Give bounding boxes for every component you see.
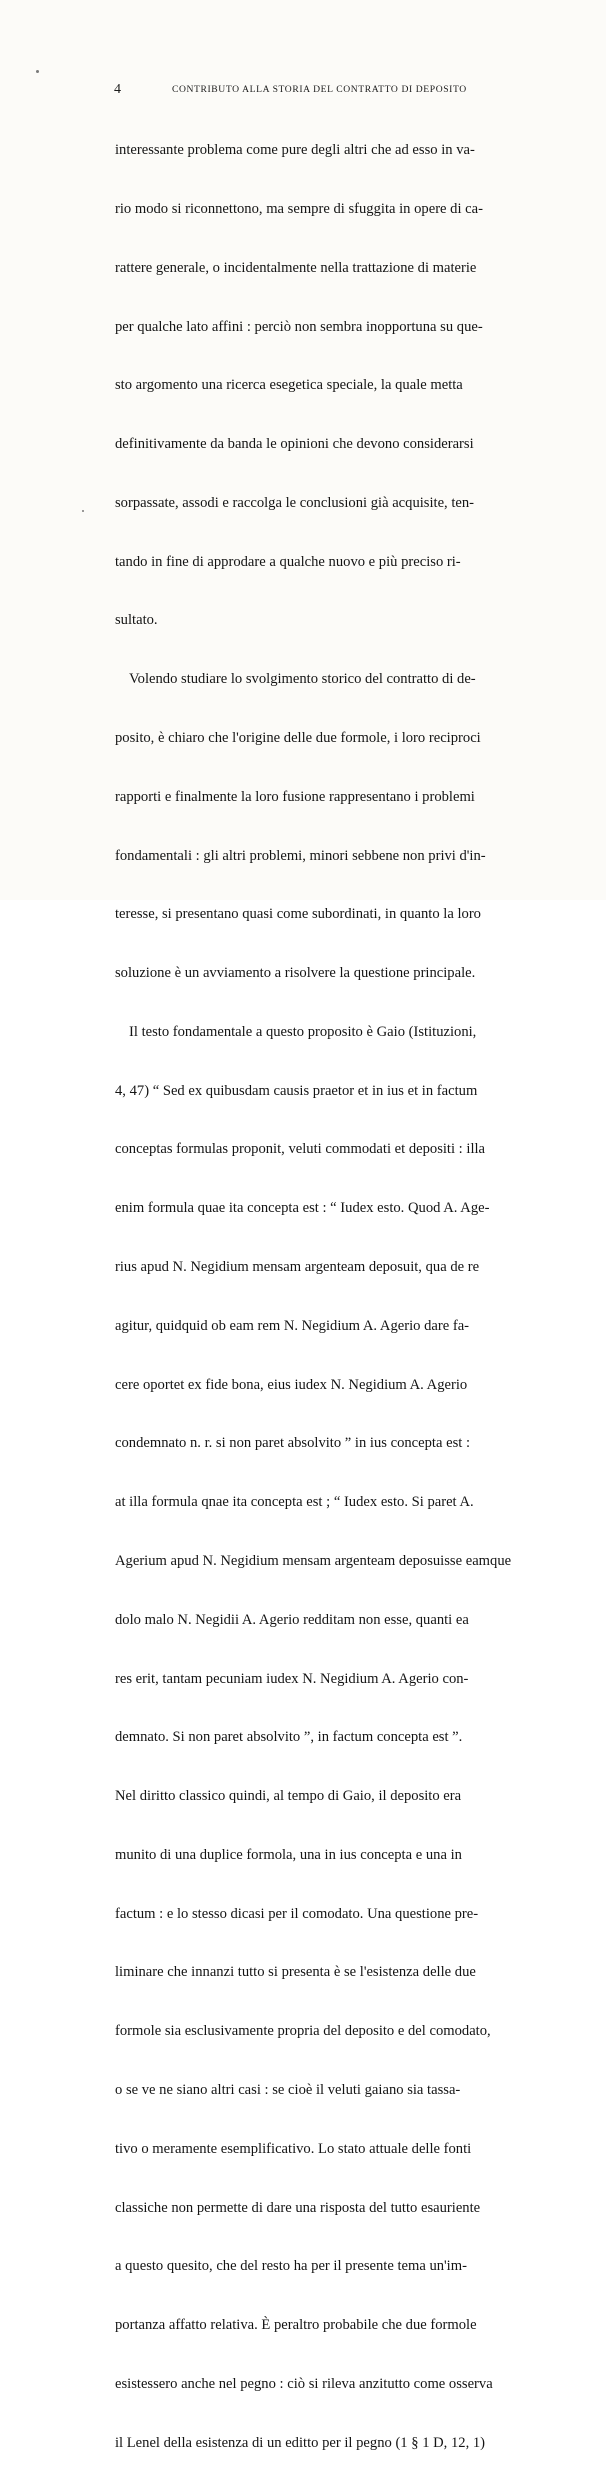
scan-speck <box>36 70 39 73</box>
text-line: soluzione è un avviamento a risolvere la questione principale. <box>115 965 476 982</box>
text-line: rattere generale, o incidentalmente nella trattazione di materie <box>115 259 477 276</box>
text-line: agitur, quidquid ob eam rem N. Negidium A. Agerio dare fa- <box>115 1317 470 1334</box>
page-number: 4 <box>114 82 121 97</box>
text-line: esistessero anche nel pegno : ciò si rileva anzitutto come osserva <box>115 2375 493 2392</box>
text-line: factum : e lo stesso dicasi per il comodato. Una questione pre- <box>115 1905 479 1922</box>
text-line: munito di una duplice formola, una in ius concepta e una in <box>115 1846 462 1863</box>
text-line: enim formula quae ita concepta est : “ Iudex esto. Quod A. Age- <box>115 1200 490 1217</box>
text-line: definitivamente da banda le opinioni che devono considerarsi <box>115 436 474 453</box>
text-line: tando in fine di approdare a qualche nuovo e più preciso ri- <box>115 553 461 570</box>
text-line: a questo quesito, che del resto ha per il presente tema un'im- <box>115 2258 467 2275</box>
text-line: interessante problema come pure degli altri che ad esso in va- <box>115 142 475 159</box>
text-line: sorpassate, assodi e raccolga le conclusioni già acquisite, ten- <box>115 494 475 511</box>
text-line: at illa formula qnae ita concepta est ; “ Iudex esto. Si paret A. <box>115 1494 474 1511</box>
text-line: teresse, si presentano quasi come subordinati, in quanto la loro <box>115 906 481 923</box>
text-line: formole sia esclusivamente propria del deposito e del comodato, <box>115 2023 491 2040</box>
text-line: Agerium apud N. Negidium mensam argenteam deposuisse eamque <box>115 1552 512 1569</box>
running-head <box>108 82 516 100</box>
text-line: classiche non permette di dare una risposta del tutto esauriente <box>115 2199 481 2216</box>
paragraph-start-line: Volendo studiare lo svolgimento storico del contratto di de- <box>129 671 476 688</box>
text-line: posito, è chiaro che l'origine delle due formole, i loro reciproci <box>115 730 481 746</box>
text-line: sultato. <box>115 612 158 629</box>
text-line: conceptas formulas proponit, veluti commodati et depositi : illa <box>115 1141 486 1158</box>
text-line: sto argomento una ricerca esegetica speciale, la quale metta <box>115 377 463 394</box>
paragraph-start-line: Il testo fondamentale a questo proposito è Gaio (Istituzioni, <box>129 1023 477 1040</box>
text-line: liminare che innanzi tutto si presenta è se l'esistenza delle due <box>115 1964 476 1981</box>
text-line: condemnato n. r. si non paret absolvito ” in ius concepta est : <box>115 1435 471 1452</box>
text-line: tivo o meramente esemplificativo. Lo stato attuale delle fonti <box>115 2140 472 2157</box>
scan-speck <box>82 510 84 512</box>
body-text <box>115 102 532 2492</box>
text-line: cere oportet ex fide bona, eius iudex N. Negidium A. Agerio <box>115 1376 468 1393</box>
text-line: portanza affatto relativa. È peraltro probabile che due formole <box>115 2317 477 2334</box>
text-line: 4, 47) “ Sed ex quibusdam causis praetor et in ius et in factum <box>115 1082 478 1099</box>
text-line: il Lenel della esistenza di un editto per il pegno (1 § 1 D, 12, 1) <box>115 2434 486 2451</box>
text-line: dolo malo N. Negidii A. Agerio redditam non esse, quanti ea <box>115 1611 469 1628</box>
text-line: rius apud N. Negidium mensam argenteam deposuit, qua de re <box>115 1259 480 1276</box>
text-line: res erit, tantam pecuniam iudex N. Negidium A. Agerio con- <box>115 1670 469 1687</box>
text-line: demnato. Si non paret absolvito ”, in factum concepta est ”. <box>115 1729 463 1746</box>
text-line: fondamentali : gli altri problemi, minori sebbene non privi d'in- <box>115 847 486 864</box>
running-title: CONTRIBUTO ALLA STORIA DEL CONTRATTO DI DEPOSITO <box>172 84 467 95</box>
text-line: Nel diritto classico quindi, al tempo di Gaio, il deposito era <box>115 1788 462 1805</box>
text-line: o se ve ne siano altri casi : se cioè il veluti gaiano sia tassa- <box>115 2081 461 2098</box>
text-line: rio modo si riconnettono, ma sempre di sfuggita in opere di ca- <box>115 200 483 217</box>
text-line: per qualche lato affini : perciò non sembra inopportuna su que- <box>115 318 483 335</box>
text-line: rapporti e finalmente la loro fusione rappresentano i problemi <box>115 788 475 805</box>
